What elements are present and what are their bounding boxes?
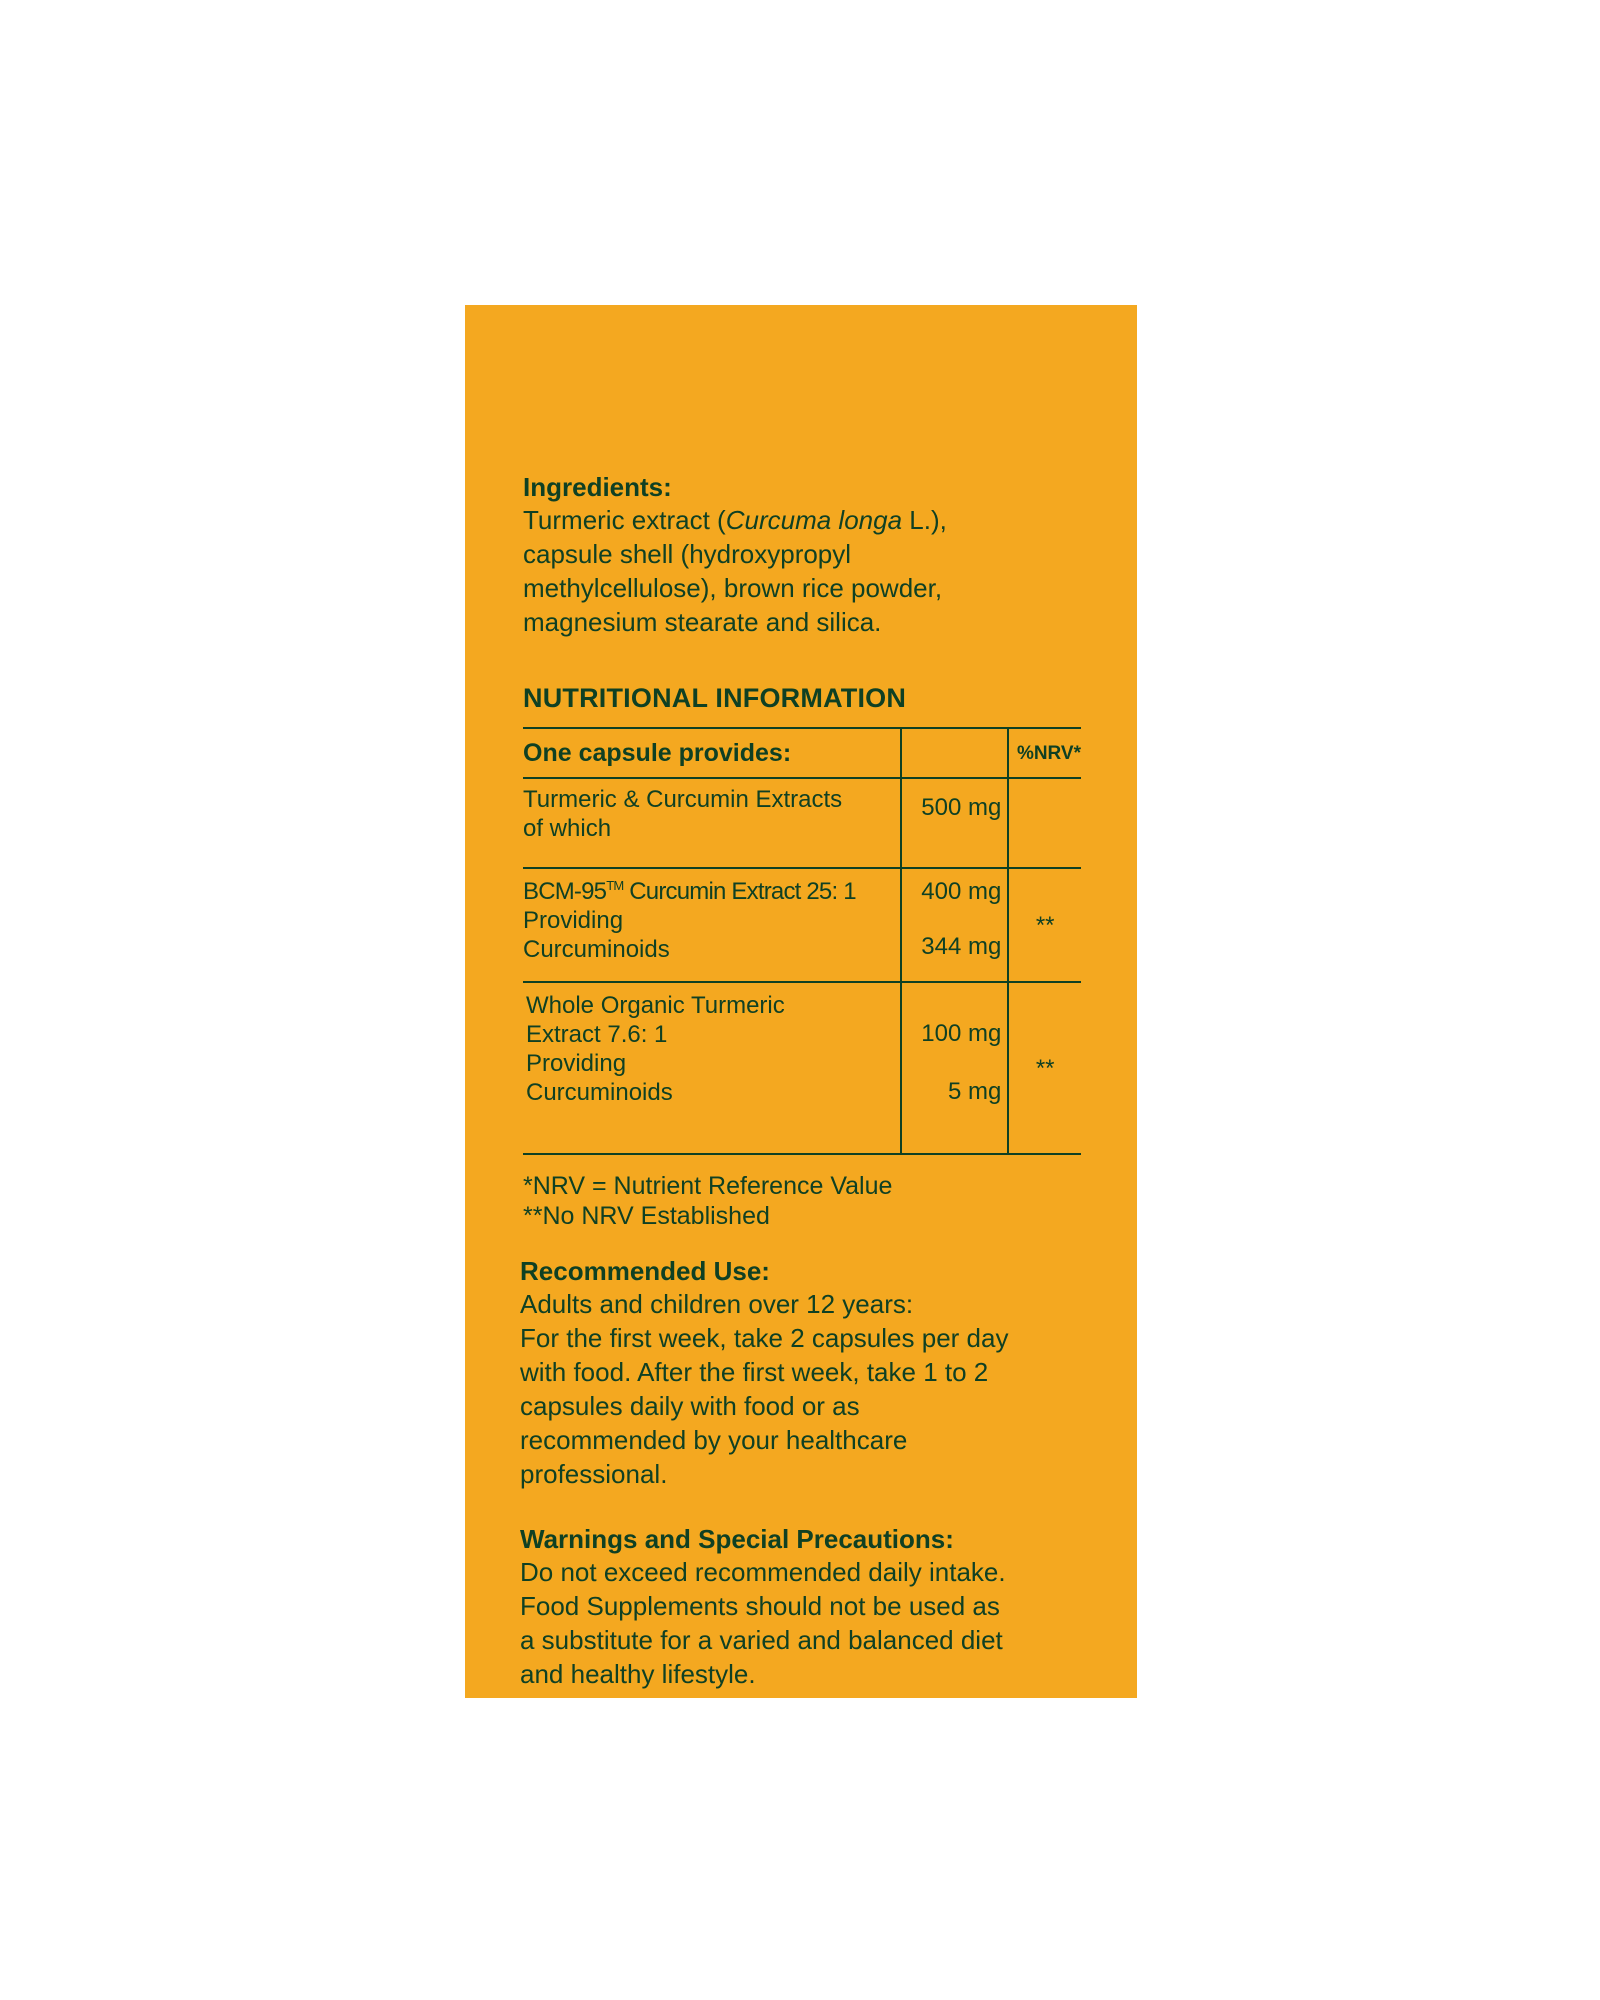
warnings-line: a substitute for a varied and balanced diet (520, 1625, 1003, 1655)
row-amount-value: 344 mg (921, 933, 1002, 960)
warnings-text (520, 1555, 1083, 1691)
ingredients-line-3: methylcellulose), brown rice powder, (523, 573, 943, 603)
row-name (523, 868, 901, 982)
row-name-line: Curcuminoids (526, 1079, 673, 1106)
warnings-line: Food Supplements should not be used as (520, 1591, 1000, 1621)
table-row (523, 778, 1081, 868)
row-amount-value: 400 mg (921, 878, 1002, 905)
recommended-use-line: capsules daily with food or as (520, 1391, 860, 1421)
row-amount-value: 500 mg (921, 794, 1002, 821)
recommended-use-heading: Recommended Use: (520, 1256, 770, 1286)
ingredients-heading: Ingredients: (523, 472, 672, 502)
nrv-note: **No NRV Established (523, 1202, 770, 1230)
row-name-line: Whole Organic Turmeric (526, 992, 785, 1019)
row-name-line: Curcuminoids (523, 936, 670, 963)
row-name (523, 778, 901, 868)
row-amount (901, 778, 1008, 868)
nutrition-table-header (523, 728, 1081, 778)
bcm-suffix: Curcumin Extract 25: 1 (623, 878, 856, 905)
recommended-use-section (520, 1255, 1083, 1491)
row-nrv: ** (1008, 868, 1081, 982)
row-amount-value: 5 mg (947, 1078, 1002, 1105)
row-name-line: of which (523, 815, 612, 842)
header-provides: One capsule provides: (523, 728, 901, 778)
table-row (523, 982, 1081, 1154)
ingredients-line-4: magnesium stearate and silica. (523, 607, 882, 637)
ingredients-line-2: capsule shell (hydroxypropyl (523, 539, 852, 569)
row-amount-value: 100 mg (921, 1020, 1002, 1047)
amount-spacer (902, 1048, 1001, 1077)
row-nrv (1008, 778, 1081, 868)
nrv-note: *NRV = Nutrient Reference Value (523, 1172, 893, 1200)
recommended-use-text (520, 1287, 1083, 1491)
ingredients-section (523, 471, 1083, 639)
ingredients-text (523, 503, 1083, 639)
header-amount (901, 728, 1008, 778)
row-name-line: Providing (523, 907, 624, 934)
warnings-section (520, 1523, 1083, 1691)
recommended-use-line: professional. (520, 1459, 668, 1489)
recommended-use-line: recommended by your healthcare (520, 1425, 908, 1455)
ingredients-text-before: Turmeric extract ( (523, 505, 726, 535)
warnings-line: Do not exceed recommended daily intake. (520, 1557, 1006, 1587)
bcm-prefix: BCM-95 (523, 878, 607, 905)
table-row (523, 868, 1081, 982)
row-nrv: ** (1008, 982, 1081, 1154)
header-nrv: %NRV* (1008, 728, 1081, 778)
recommended-use-line: For the first week, take 2 capsules per day (520, 1323, 1009, 1353)
ingredients-text-after: L.), (902, 505, 947, 535)
row-amount (901, 982, 1008, 1154)
product-label-panel (465, 305, 1137, 1698)
row-name-line: Turmeric & Curcumin Extracts (523, 786, 843, 813)
row-name-line: Providing (526, 1050, 627, 1077)
ingredients-line-1 (523, 505, 947, 535)
label-content (520, 471, 1083, 1691)
recommended-use-line: Adults and children over 12 years: (520, 1289, 914, 1319)
warnings-heading: Warnings and Special Precautions: (520, 1524, 954, 1554)
amount-spacer (902, 906, 1001, 932)
row-name (523, 982, 901, 1154)
trademark-mark: TM (606, 878, 624, 893)
recommended-use-line: with food. After the first week, take 1 to 2 (520, 1357, 989, 1387)
row-amount (901, 868, 1008, 982)
nutrition-table (523, 727, 1081, 1155)
nutrition-title: NUTRITIONAL INFORMATION (523, 683, 907, 713)
nrv-notes (523, 1171, 1083, 1231)
nutrition-section (523, 681, 1083, 1231)
ingredients-latin-name: Curcuma longa (725, 505, 903, 535)
warnings-line: and healthy lifestyle. (520, 1659, 756, 1689)
row-name-line (523, 878, 856, 905)
row-name-line: Extract 7.6: 1 (526, 1021, 668, 1048)
